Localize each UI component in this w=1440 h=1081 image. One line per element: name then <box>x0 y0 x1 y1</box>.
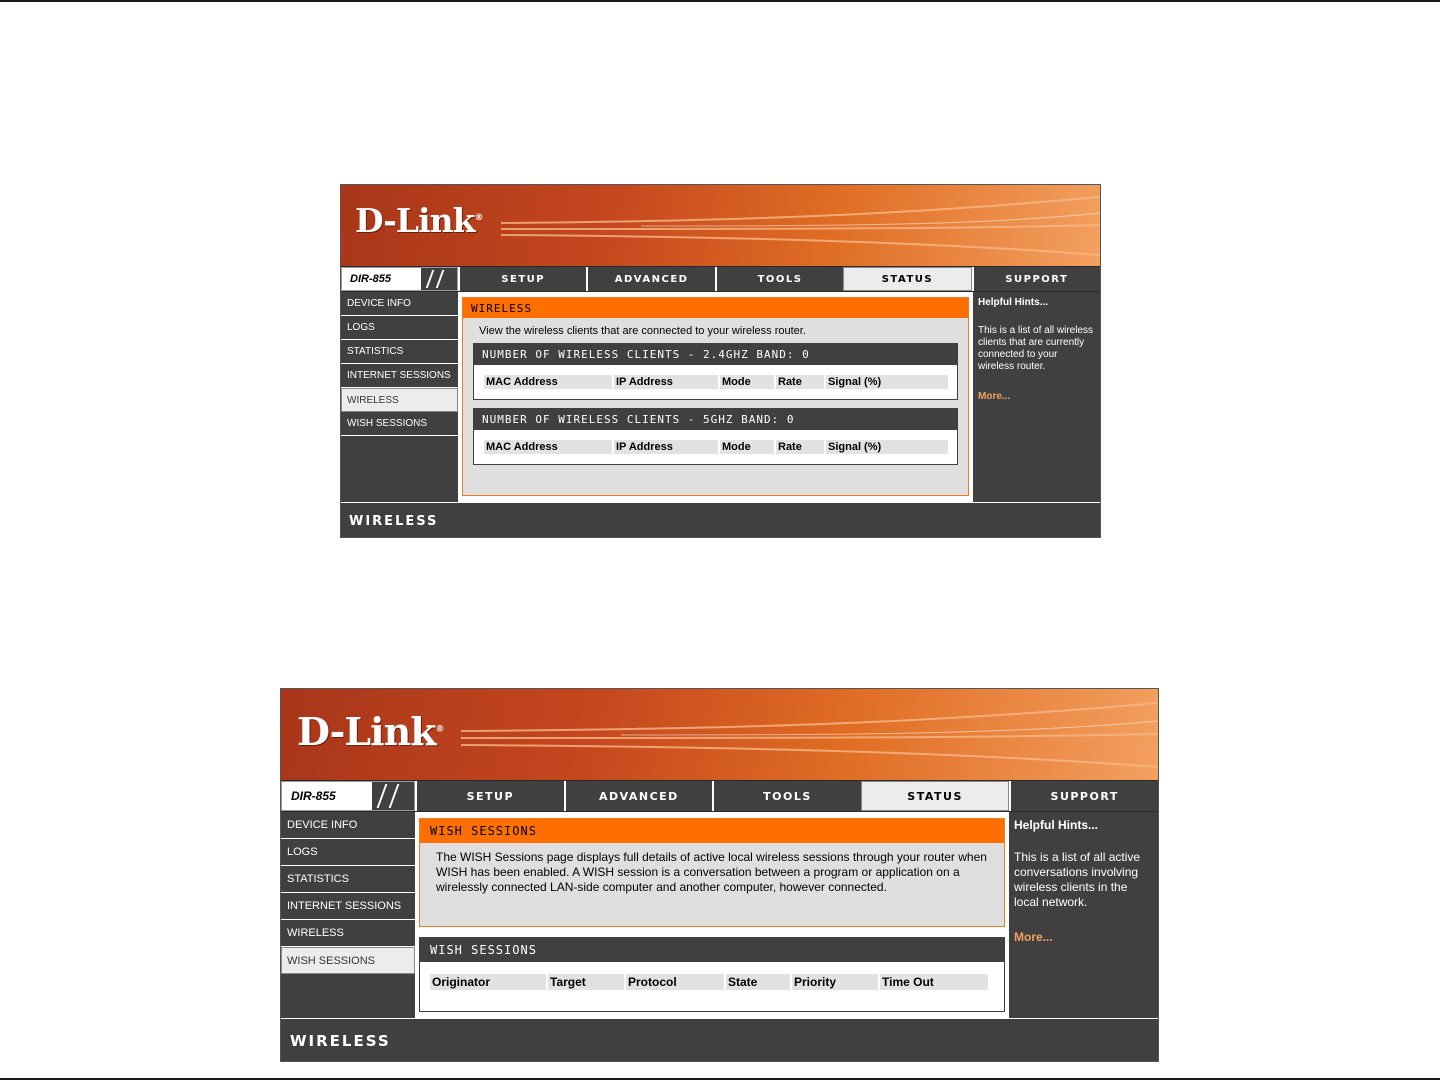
dlink-logo: D-Link® <box>355 201 484 240</box>
tab-setup[interactable]: SETUP <box>458 267 586 291</box>
sidebar-item-logs[interactable]: LOGS <box>281 839 415 866</box>
hints-title: Helpful Hints... <box>978 297 1048 308</box>
sidebar-item-wish-sessions[interactable]: WISH SESSIONS <box>281 947 415 974</box>
main-content <box>458 292 973 502</box>
wish-sessions-table-title: WISH SESSIONS <box>420 938 1004 962</box>
footer-bar <box>281 1018 1158 1062</box>
tab-support[interactable]: SUPPORT <box>1009 781 1158 811</box>
col-protocol: Protocol <box>626 974 724 990</box>
dlink-banner <box>341 185 1100 266</box>
main-content <box>415 812 1009 1018</box>
dlink-logo: D-Link® <box>297 709 445 754</box>
col-mac-address: MAC Address <box>484 375 612 389</box>
footer-label: WIRELESS <box>349 513 439 529</box>
model-badge: DIR-855 <box>341 267 458 291</box>
top-nav <box>341 266 1100 292</box>
hints-text: This is a list of all wireless clients that are currently connected to your wireless router. <box>978 325 1094 372</box>
sidebar-item-statistics[interactable]: STATISTICS <box>281 866 415 893</box>
clients-5ghz-table <box>482 438 950 456</box>
dlink-banner <box>281 689 1158 780</box>
sidebar-item-logs[interactable]: LOGS <box>341 316 458 340</box>
tab-status[interactable]: STATUS <box>861 781 1010 811</box>
tab-setup[interactable]: SETUP <box>415 781 564 811</box>
wish-sessions-screenshot <box>280 688 1159 1062</box>
tab-tools[interactable]: TOOLS <box>712 781 861 811</box>
wish-info-panel <box>419 818 1005 927</box>
col-mac-address: MAC Address <box>484 440 612 454</box>
sidebar-item-wireless[interactable]: WIRELESS <box>341 388 458 412</box>
tab-advanced[interactable]: ADVANCED <box>586 267 714 291</box>
footer-label: WIRELESS <box>290 1032 391 1050</box>
col-time-out: Time Out <box>880 974 988 990</box>
footer-bar <box>341 502 1100 538</box>
wish-sessions-box <box>419 937 1005 1012</box>
top-nav <box>281 780 1158 812</box>
col-target: Target <box>548 974 624 990</box>
sidebar-item-internet-sessions[interactable]: INTERNET SESSIONS <box>281 893 415 920</box>
more-link[interactable]: More... <box>978 391 1011 402</box>
col-signal: Signal (%) <box>826 440 948 454</box>
col-mode: Mode <box>720 440 774 454</box>
page-description: The WISH Sessions page displays full details of active local wireless sessions through your router when WISH has been enabled. A WISH session is a conversation between a program or application on a wirelessly connected LAN-side computer and another computer, however connected. <box>436 850 987 894</box>
top-rule <box>0 0 1440 2</box>
left-sidebar <box>341 292 458 502</box>
col-rate: Rate <box>776 440 824 454</box>
col-rate: Rate <box>776 375 824 389</box>
clients-24ghz-box <box>473 343 958 400</box>
col-mode: Mode <box>720 375 774 389</box>
wireless-panel <box>462 297 969 496</box>
col-ip-address: IP Address <box>614 440 718 454</box>
hints-title: Helpful Hints... <box>1014 818 1098 832</box>
sidebar-item-internet-sessions[interactable]: INTERNET SESSIONS <box>341 364 458 388</box>
clients-24ghz-table <box>482 373 950 391</box>
wireless-status-screenshot <box>340 184 1101 538</box>
page-description: View the wireless clients that are connected to your wireless router. <box>479 325 806 337</box>
tab-support[interactable]: SUPPORT <box>972 267 1100 291</box>
table-header-row <box>484 375 948 389</box>
hints-text: This is a list of all active conversations involving wireless clients in the local network. <box>1014 850 1141 909</box>
helpful-hints <box>973 292 1100 502</box>
col-state: State <box>726 974 790 990</box>
tab-status[interactable]: STATUS <box>843 267 971 291</box>
sidebar-item-wish-sessions[interactable]: WISH SESSIONS <box>341 412 458 436</box>
bottom-rule <box>0 1078 1440 1080</box>
tab-tools[interactable]: TOOLS <box>715 267 843 291</box>
sidebar-item-statistics[interactable]: STATISTICS <box>341 340 458 364</box>
clients-5ghz-box <box>473 408 958 465</box>
more-link[interactable]: More... <box>1014 930 1053 944</box>
table-header-row <box>484 440 948 454</box>
clients-5ghz-title: NUMBER OF WIRELESS CLIENTS - 5GHZ BAND: 0 <box>474 409 957 430</box>
col-priority: Priority <box>792 974 878 990</box>
clients-24ghz-title: NUMBER OF WIRELESS CLIENTS - 2.4GHZ BAND: 0 <box>474 344 957 365</box>
col-ip-address: IP Address <box>614 375 718 389</box>
page-title: WISH SESSIONS <box>420 819 1004 843</box>
model-badge: DIR-855 <box>281 781 415 811</box>
col-originator: Originator <box>430 974 546 990</box>
sidebar-item-device-info[interactable]: DEVICE INFO <box>281 812 415 839</box>
page-title: WIRELESS <box>463 298 968 318</box>
tab-advanced[interactable]: ADVANCED <box>564 781 713 811</box>
table-header-row <box>430 974 988 990</box>
helpful-hints <box>1009 812 1158 1018</box>
left-sidebar <box>281 812 415 1018</box>
sidebar-item-device-info[interactable]: DEVICE INFO <box>341 292 458 316</box>
col-signal: Signal (%) <box>826 375 948 389</box>
wish-sessions-table <box>428 972 990 992</box>
sidebar-item-wireless[interactable]: WIRELESS <box>281 920 415 947</box>
